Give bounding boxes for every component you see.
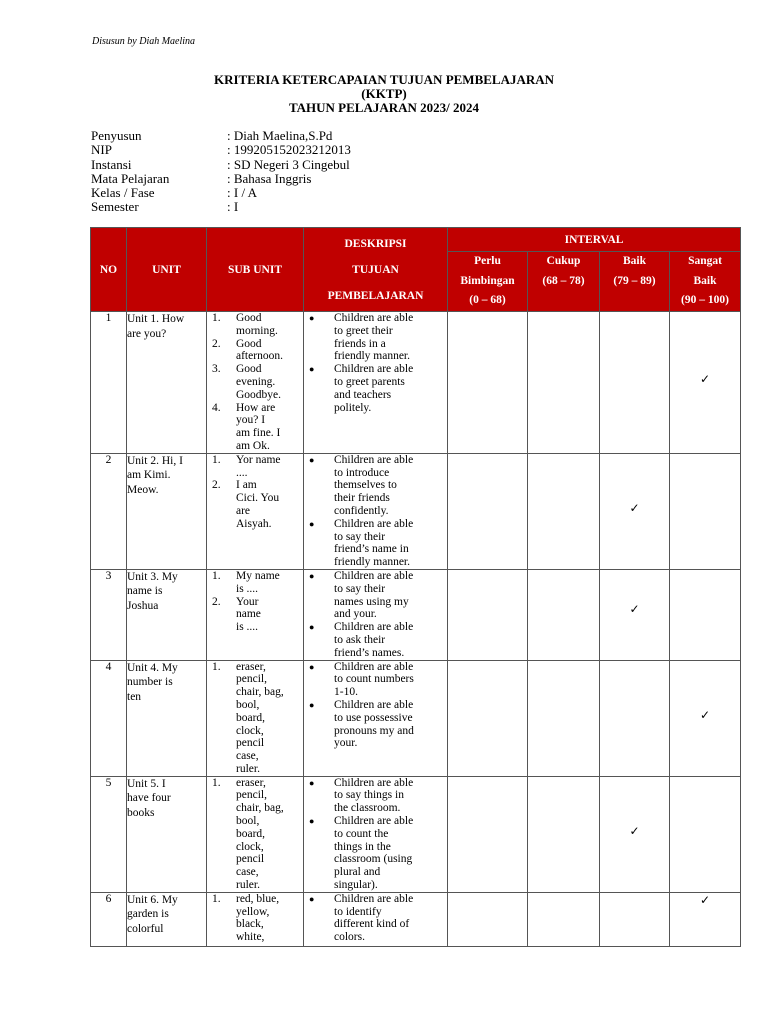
identity-block	[91, 129, 351, 215]
sub-unit-line: Your	[236, 595, 259, 608]
interval-cell-baik	[600, 453, 670, 569]
sub-unit-item	[207, 479, 303, 530]
description-item	[304, 621, 447, 659]
description-line: colors.	[334, 931, 365, 944]
sub-unit-line: evening.	[236, 375, 276, 388]
sub-unit-item	[207, 777, 303, 892]
bullet-icon: ●	[309, 518, 315, 529]
unit-line: Unit 1. How	[127, 313, 185, 325]
sub-unit-line: pencil,	[236, 789, 267, 802]
title-line-1: KRITERIA KETERCAPAIAN TUJUAN PEMBELAJARAN	[213, 72, 555, 87]
sub-unit-line: case,	[236, 750, 259, 763]
sub-unit-line: bool,	[236, 815, 260, 828]
description-line: confidently.	[334, 504, 389, 517]
meta-label: Mata Pelajaran	[91, 170, 170, 186]
meta-label: NIP	[91, 142, 112, 158]
sub-unit-line: Good	[236, 337, 262, 350]
header-cukup	[528, 252, 600, 312]
unit-line: Unit 6. My	[127, 893, 178, 906]
description-line: singular).	[334, 879, 378, 892]
check-icon: ✓	[629, 500, 640, 515]
bullet-icon: ●	[309, 816, 315, 827]
bullet-icon: ●	[309, 893, 315, 904]
interval-cell-baik	[600, 776, 670, 892]
sub-unit-line: bool,	[236, 698, 260, 711]
interval-cell-cukup	[528, 453, 600, 569]
sub-unit-item	[207, 363, 303, 401]
description-line: friend’s names.	[334, 646, 405, 659]
interval-cell-sangat	[670, 776, 741, 892]
header-cukup-range: (68 – 78)	[542, 274, 585, 287]
sub-unit-line: ruler.	[236, 879, 260, 892]
header-description-line-1: DESKRIPSI	[344, 237, 407, 250]
sub-unit-line: you? I	[236, 414, 266, 427]
meta-label: Semester	[91, 199, 139, 215]
description-text	[334, 777, 447, 815]
meta-row	[91, 158, 351, 172]
header-description-line-2: TUJUAN	[352, 263, 399, 276]
sub-unit-number: 1.	[212, 892, 221, 905]
description-line: to introduce	[334, 466, 390, 479]
bullet-icon: ●	[309, 570, 315, 581]
description-line: Children are able	[334, 569, 414, 582]
description-line: pronouns my and	[334, 724, 414, 737]
sub-unit-line: red, blue,	[236, 892, 280, 905]
unit-cell	[127, 453, 207, 569]
description-line: to say their	[334, 582, 386, 595]
header-baik	[600, 252, 670, 312]
interval-cell-cukup	[528, 569, 600, 660]
meta-row	[91, 186, 351, 200]
sub-unit-number: 1.	[212, 312, 221, 324]
description-line: politely.	[334, 401, 372, 414]
sub-unit-item	[207, 402, 303, 453]
description-text	[334, 893, 447, 944]
interval-cell-sangat	[670, 569, 741, 660]
header-baik-line-1: Baik	[622, 255, 646, 267]
description-line: Children are able	[334, 517, 414, 530]
sub-unit-text	[236, 661, 303, 776]
sub-unit-line: case,	[236, 866, 259, 879]
table-row	[91, 776, 741, 892]
sub-unit-number: 2.	[212, 479, 221, 492]
interval-cell-sangat	[670, 892, 741, 946]
interval-cell-sangat	[670, 453, 741, 569]
sub-unit-item	[207, 338, 303, 364]
meta-row	[91, 172, 351, 186]
header-cukup-line-1: Cukup	[546, 255, 581, 267]
interval-cell-cukup	[528, 660, 600, 776]
description-line: to ask their	[334, 633, 386, 646]
sub-unit-text	[236, 312, 303, 338]
description-line: different kind of	[334, 918, 410, 931]
unit-line: Meow.	[127, 483, 159, 496]
description-list	[304, 661, 447, 751]
sub-unit-line: Yor name	[236, 453, 281, 466]
check-icon: ✓	[629, 601, 640, 616]
bullet-icon: ●	[309, 364, 315, 375]
bullet-icon: ●	[309, 699, 315, 710]
sub-unit-item	[207, 570, 303, 596]
sub-unit-list	[207, 570, 303, 634]
sub-unit-line: white,	[236, 931, 265, 944]
description-line: to use possessive	[334, 711, 413, 724]
row-number: 6	[91, 892, 127, 946]
sub-unit-line: is ....	[236, 621, 259, 634]
description-text	[334, 699, 447, 750]
unit-line: books	[127, 806, 155, 819]
description-line: classroom (using	[334, 853, 413, 866]
description-line: the classroom.	[334, 802, 401, 815]
header-sangat-range: (90 – 100)	[681, 294, 729, 306]
sub-unit-line: clock,	[236, 724, 264, 737]
description-line: Children are able	[334, 312, 414, 324]
sub-unit-text	[236, 596, 303, 634]
meta-label: Instansi	[91, 156, 132, 172]
check-icon: ✓	[699, 892, 711, 907]
sub-unit-text	[236, 338, 303, 364]
description-line: Children are able	[334, 660, 414, 673]
meta-row	[91, 200, 351, 214]
sub-unit-line: pencil	[236, 853, 265, 866]
interval-cell-baik	[600, 660, 670, 776]
description-cell	[304, 312, 448, 454]
unit-cell	[127, 312, 207, 454]
description-line: to greet parents	[334, 375, 405, 388]
unit-line: number is	[127, 676, 173, 689]
description-list	[304, 454, 447, 569]
sub-unit-line: My name	[236, 569, 280, 582]
sub-unit-line: chair, bag,	[236, 802, 284, 815]
sub-unit-number: 1.	[212, 453, 221, 466]
description-text	[334, 518, 447, 569]
row-number: 2	[91, 453, 127, 569]
description-list	[304, 893, 447, 944]
table-row	[91, 453, 741, 569]
sub-unit-line: board,	[236, 711, 266, 724]
interval-cell-cukup	[528, 892, 600, 946]
sub-unit-line: eraser,	[236, 776, 266, 789]
unit-line: are you?	[127, 327, 167, 340]
sub-unit-number: 2.	[212, 595, 221, 608]
bullet-icon: ●	[309, 622, 315, 633]
unit-line: Unit 5. I	[127, 777, 166, 790]
unit-cell	[127, 660, 207, 776]
interval-cell-perlu	[448, 660, 528, 776]
check-icon: ✓	[699, 372, 711, 386]
interval-cell-cukup	[528, 776, 600, 892]
interval-cell-perlu	[448, 776, 528, 892]
sub-unit-item	[207, 661, 303, 776]
sub-unit-line: black,	[236, 918, 264, 931]
description-cell	[304, 453, 448, 569]
unit-line: garden is	[127, 908, 169, 921]
description-line: to identify	[334, 905, 382, 918]
sub-unit-line: Cici. You	[236, 492, 280, 505]
description-text	[334, 661, 447, 699]
header-perlu-range: (0 – 68)	[469, 294, 506, 306]
description-text	[334, 312, 447, 363]
description-text	[334, 621, 447, 659]
sub-unit-line: eraser,	[236, 660, 266, 673]
description-cell	[304, 569, 448, 660]
description-item	[304, 777, 447, 815]
description-text	[334, 815, 447, 892]
sub-unit-line: Good	[236, 363, 262, 376]
sub-unit-line: name	[236, 608, 261, 621]
unit-line: Unit 4. My	[127, 661, 178, 674]
unit-line: have four	[127, 792, 171, 805]
sub-unit-line: ruler.	[236, 762, 260, 775]
description-item	[304, 893, 447, 944]
description-item	[304, 661, 447, 699]
description-text	[334, 454, 447, 518]
unit-cell	[127, 776, 207, 892]
description-line: Children are able	[334, 363, 414, 376]
unit-cell	[127, 892, 207, 946]
sub-unit-number: 3.	[212, 363, 221, 376]
unit-line: name is	[127, 585, 163, 598]
meta-row	[91, 129, 351, 143]
sub-unit-cell	[207, 569, 304, 660]
description-line: to count the	[334, 827, 389, 840]
sub-unit-number: 4.	[212, 401, 221, 414]
description-line: Children are able	[334, 892, 414, 905]
table-row	[91, 569, 741, 660]
description-text	[334, 570, 447, 621]
header-no: NO	[91, 228, 127, 312]
description-item	[304, 699, 447, 750]
header-sangat-baik	[670, 252, 741, 312]
sub-unit-text	[236, 893, 303, 944]
sub-unit-line: clock,	[236, 840, 264, 853]
bullet-icon: ●	[309, 313, 315, 323]
header-baik-range: (79 – 89)	[613, 274, 656, 287]
sub-unit-text	[236, 777, 303, 892]
sub-unit-line: board,	[236, 827, 266, 840]
sub-unit-line: Good	[236, 312, 262, 324]
interval-cell-baik	[600, 312, 670, 454]
sub-unit-list	[207, 312, 303, 453]
sub-unit-line: Aisyah.	[236, 517, 272, 530]
interval-cell-cukup	[528, 312, 600, 454]
description-line: to say things in	[334, 789, 404, 802]
sub-unit-line: ....	[236, 466, 248, 479]
table-row	[91, 312, 741, 454]
sub-unit-line: Goodbye.	[236, 388, 282, 401]
sub-unit-cell	[207, 453, 304, 569]
sub-unit-item	[207, 596, 303, 634]
description-item	[304, 312, 447, 363]
unit-line: Unit 3. My	[127, 570, 178, 583]
description-line: their friends	[334, 492, 390, 505]
sub-unit-line: chair, bag,	[236, 686, 284, 699]
table-row	[91, 892, 741, 946]
sub-unit-line: are	[236, 504, 251, 517]
sub-unit-number: 1.	[212, 660, 221, 673]
meta-value: : SD Negeri 3 Cingebul	[227, 156, 350, 172]
header-perlu-line-1: Perlu	[474, 255, 501, 267]
header-interval: INTERVAL	[448, 228, 741, 252]
description-line: and your.	[334, 608, 377, 621]
description-cell	[304, 776, 448, 892]
check-icon: ✓	[629, 823, 640, 838]
description-line: and teachers	[334, 388, 392, 401]
sub-unit-text	[236, 479, 303, 530]
interval-cell-perlu	[448, 312, 528, 454]
description-line: plural and	[334, 866, 381, 879]
description-list	[304, 570, 447, 660]
description-line: themselves to	[334, 479, 397, 492]
sub-unit-list	[207, 454, 303, 531]
sub-unit-line: is ....	[236, 582, 259, 595]
table-row	[91, 660, 741, 776]
description-line: things in the	[334, 840, 391, 853]
description-item	[304, 570, 447, 621]
description-line: friend’s name in	[334, 543, 409, 556]
interval-cell-sangat	[670, 312, 741, 454]
header-perlu-bimbingan	[448, 252, 528, 312]
unit-line: am Kimi.	[127, 469, 171, 482]
table-body	[91, 312, 741, 947]
row-number: 4	[91, 660, 127, 776]
sub-unit-line: pencil,	[236, 673, 267, 686]
description-line: names using my	[334, 595, 409, 608]
sub-unit-line: pencil	[236, 737, 265, 750]
unit-line: Joshua	[127, 599, 159, 612]
description-line: to count numbers	[334, 673, 414, 686]
description-cell	[304, 892, 448, 946]
sub-unit-number: 2.	[212, 337, 221, 350]
sub-unit-line: yellow,	[236, 905, 270, 918]
description-item	[304, 454, 447, 518]
sub-unit-line: am Ok.	[236, 439, 270, 452]
description-line: to greet their	[334, 324, 393, 337]
bullet-icon: ●	[309, 777, 315, 788]
sub-unit-number: 1.	[212, 569, 221, 582]
sub-unit-list	[207, 661, 303, 776]
description-cell	[304, 660, 448, 776]
row-number: 5	[91, 776, 127, 892]
row-number: 1	[91, 312, 127, 454]
description-line: Children are able	[334, 621, 414, 634]
meta-label: Penyusun	[91, 128, 142, 143]
meta-row	[91, 143, 351, 157]
header-description	[304, 228, 448, 312]
header-sangat-line-2: Baik	[693, 274, 717, 287]
unit-line: ten	[127, 690, 142, 703]
description-line: Children are able	[334, 453, 414, 466]
meta-value: : Bahasa Inggris	[227, 170, 312, 186]
description-line: friends in a	[334, 337, 386, 350]
interval-cell-perlu	[448, 569, 528, 660]
description-line: 1-10.	[334, 686, 358, 699]
description-item	[304, 363, 447, 414]
check-icon: ✓	[699, 707, 711, 722]
sub-unit-list	[207, 893, 303, 944]
title-line-2: (KKTP)	[361, 86, 407, 101]
sub-unit-text	[236, 402, 303, 453]
description-list	[304, 777, 447, 892]
description-line: Children are able	[334, 698, 414, 711]
header-sangat-line-1: Sangat	[688, 255, 722, 267]
unit-cell	[127, 569, 207, 660]
sub-unit-text	[236, 454, 303, 480]
document-title	[0, 73, 768, 115]
sub-unit-number: 1.	[212, 776, 221, 789]
interval-cell-baik	[600, 892, 670, 946]
header-description-line-3: PEMBELAJARAN	[327, 289, 424, 302]
bullet-icon: ●	[309, 661, 315, 672]
description-line: Children are able	[334, 815, 414, 828]
description-item	[304, 815, 447, 892]
description-text	[334, 363, 447, 414]
sub-unit-list	[207, 777, 303, 892]
bullet-icon: ●	[309, 454, 315, 465]
description-line: to say their	[334, 530, 386, 543]
sub-unit-item	[207, 893, 303, 944]
sub-unit-cell	[207, 312, 304, 454]
meta-label: Kelas / Fase	[91, 185, 155, 201]
author-note: Disusun by Diah Maelina	[92, 36, 196, 47]
meta-value: : Diah Maelina,S.Pd	[227, 128, 333, 143]
interval-cell-baik	[600, 569, 670, 660]
meta-value: : I	[227, 199, 239, 215]
description-list	[304, 312, 447, 414]
sub-unit-text	[236, 363, 303, 401]
interval-cell-sangat	[670, 660, 741, 776]
sub-unit-line: How are	[236, 401, 276, 414]
unit-line: Unit 2. Hi, I	[127, 454, 183, 467]
sub-unit-item	[207, 454, 303, 480]
interval-cell-perlu	[448, 892, 528, 946]
description-line: your.	[334, 737, 358, 750]
row-number: 3	[91, 569, 127, 660]
description-line: friendly manner.	[334, 350, 411, 363]
description-line: friendly manner.	[334, 556, 411, 569]
sub-unit-line: I am	[236, 479, 257, 492]
sub-unit-item	[207, 312, 303, 338]
sub-unit-text	[236, 570, 303, 596]
sub-unit-line: morning.	[236, 324, 278, 337]
sub-unit-line: am fine. I	[236, 427, 281, 440]
meta-value: : I / A	[227, 185, 257, 201]
description-item	[304, 518, 447, 569]
kktp-table	[90, 227, 741, 947]
title-line-3: TAHUN PELAJARAN 2023/ 2024	[288, 100, 480, 115]
sub-unit-cell	[207, 892, 304, 946]
sub-unit-cell	[207, 660, 304, 776]
header-unit: UNIT	[127, 228, 207, 312]
interval-cell-perlu	[448, 453, 528, 569]
sub-unit-cell	[207, 776, 304, 892]
description-line: Children are able	[334, 776, 414, 789]
header-perlu-line-2: Bimbingan	[460, 274, 515, 287]
header-sub-unit: SUB UNIT	[207, 228, 304, 312]
meta-value: : 199205152023212013	[227, 142, 351, 158]
unit-line: colorful	[127, 922, 164, 935]
sub-unit-line: afternoon.	[236, 350, 283, 363]
